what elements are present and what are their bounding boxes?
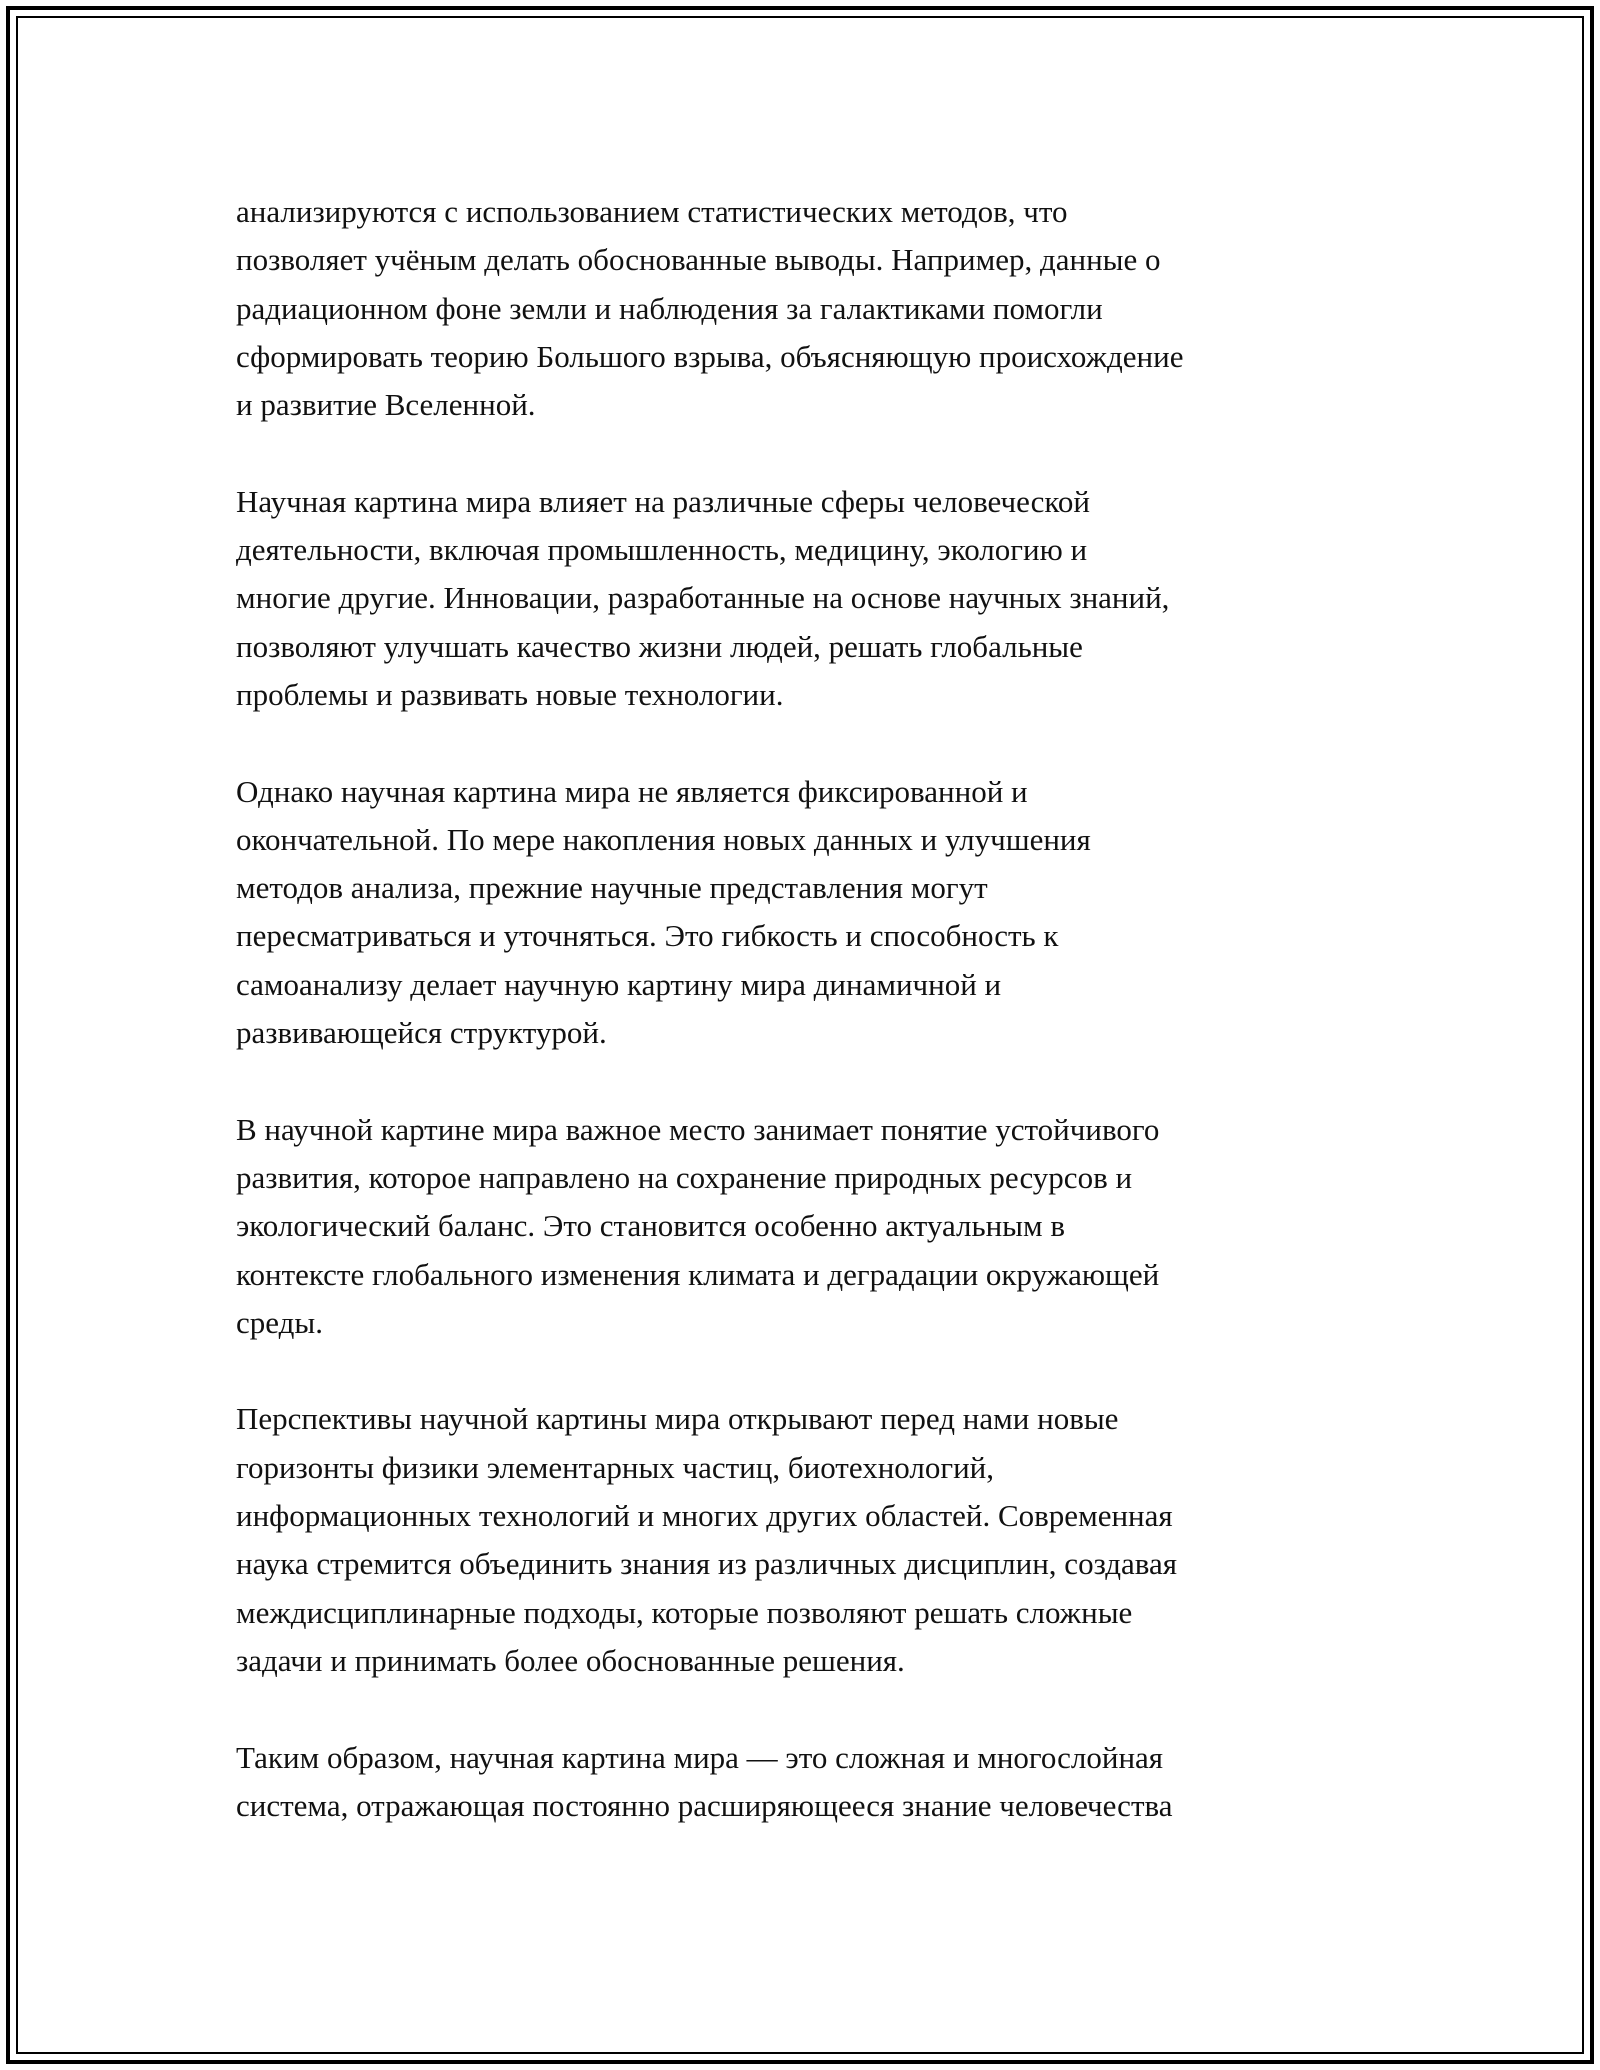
text-line: среды. — [236, 1304, 323, 1340]
text-line: контексте глобального изменения климата и деградации окружающей — [236, 1256, 1160, 1292]
text-line: развивающейся структурой. — [236, 1015, 607, 1051]
text-line: информационных технологий и многих других областей. Современная — [236, 1498, 1173, 1534]
text-line: позволяет учёным делать обоснованные выводы. Например, данные о — [236, 242, 1161, 278]
text-line: Однако научная картина мира не является фиксированной и — [236, 773, 1028, 809]
text-line: Научная картина мира влияет на различные сферы человеческой — [236, 483, 1090, 519]
text-line: наука стремится объединить знания из различных дисциплин, создавая — [236, 1546, 1178, 1582]
paragraph-1 — [236, 188, 1366, 429]
text-line: экологический баланс. Это становится особенно актуальным в — [236, 1208, 1066, 1244]
text-line: проблемы и развивать новые технологии. — [236, 676, 784, 712]
paragraph-5 — [236, 1395, 1366, 1685]
text-line: окончательной. По мере накопления новых данных и улучшения — [236, 821, 1091, 857]
text-line: Таким образом, научная картина мира — это сложная и многослойная — [236, 1739, 1164, 1775]
paragraph-4 — [236, 1106, 1366, 1347]
paragraph-2 — [236, 478, 1366, 719]
text-line: В научной картине мира важное место занимает понятие устойчивого — [236, 1111, 1160, 1147]
text-line: пересматриваться и уточняться. Это гибкость и способность к — [236, 918, 1059, 954]
text-line: деятельности, включая промышленность, медицину, экологию и — [236, 532, 1088, 568]
text-line: междисциплинарные подходы, которые позволяют решать сложные — [236, 1594, 1133, 1630]
text-line: горизонты физики элементарных частиц, биотехнологий, — [236, 1449, 995, 1485]
text-line: позволяют улучшать качество жизни людей, решать глобальные — [236, 628, 1083, 664]
paragraph-3 — [236, 768, 1366, 1058]
text-line: Перспективы научной картины мира открывают перед нами новые — [236, 1401, 1119, 1437]
document-body — [236, 188, 1366, 1878]
text-line: развития, которое направлено на сохранение природных ресурсов и — [236, 1159, 1133, 1195]
paragraph-6 — [236, 1734, 1366, 1831]
text-line: и развитие Вселенной. — [236, 387, 536, 423]
text-line: анализируются с использованием статистических методов, что — [236, 194, 1068, 229]
text-line: задачи и принимать более обоснованные решения. — [236, 1642, 905, 1678]
text-line: сформировать теорию Большого взрыва, объясняющую происхождение — [236, 338, 1184, 374]
text-line: многие другие. Инновации, разработанные на основе научных знаний, — [236, 580, 1170, 616]
text-line: радиационном фоне земли и наблюдения за галактиками помогли — [236, 290, 1103, 326]
text-line: методов анализа, прежние научные представления могут — [236, 870, 988, 906]
text-line: самоанализу делает научную картину мира динамичной и — [236, 966, 1002, 1002]
text-line: система, отражающая постоянно расширяющееся знание человечества — [236, 1787, 1173, 1823]
